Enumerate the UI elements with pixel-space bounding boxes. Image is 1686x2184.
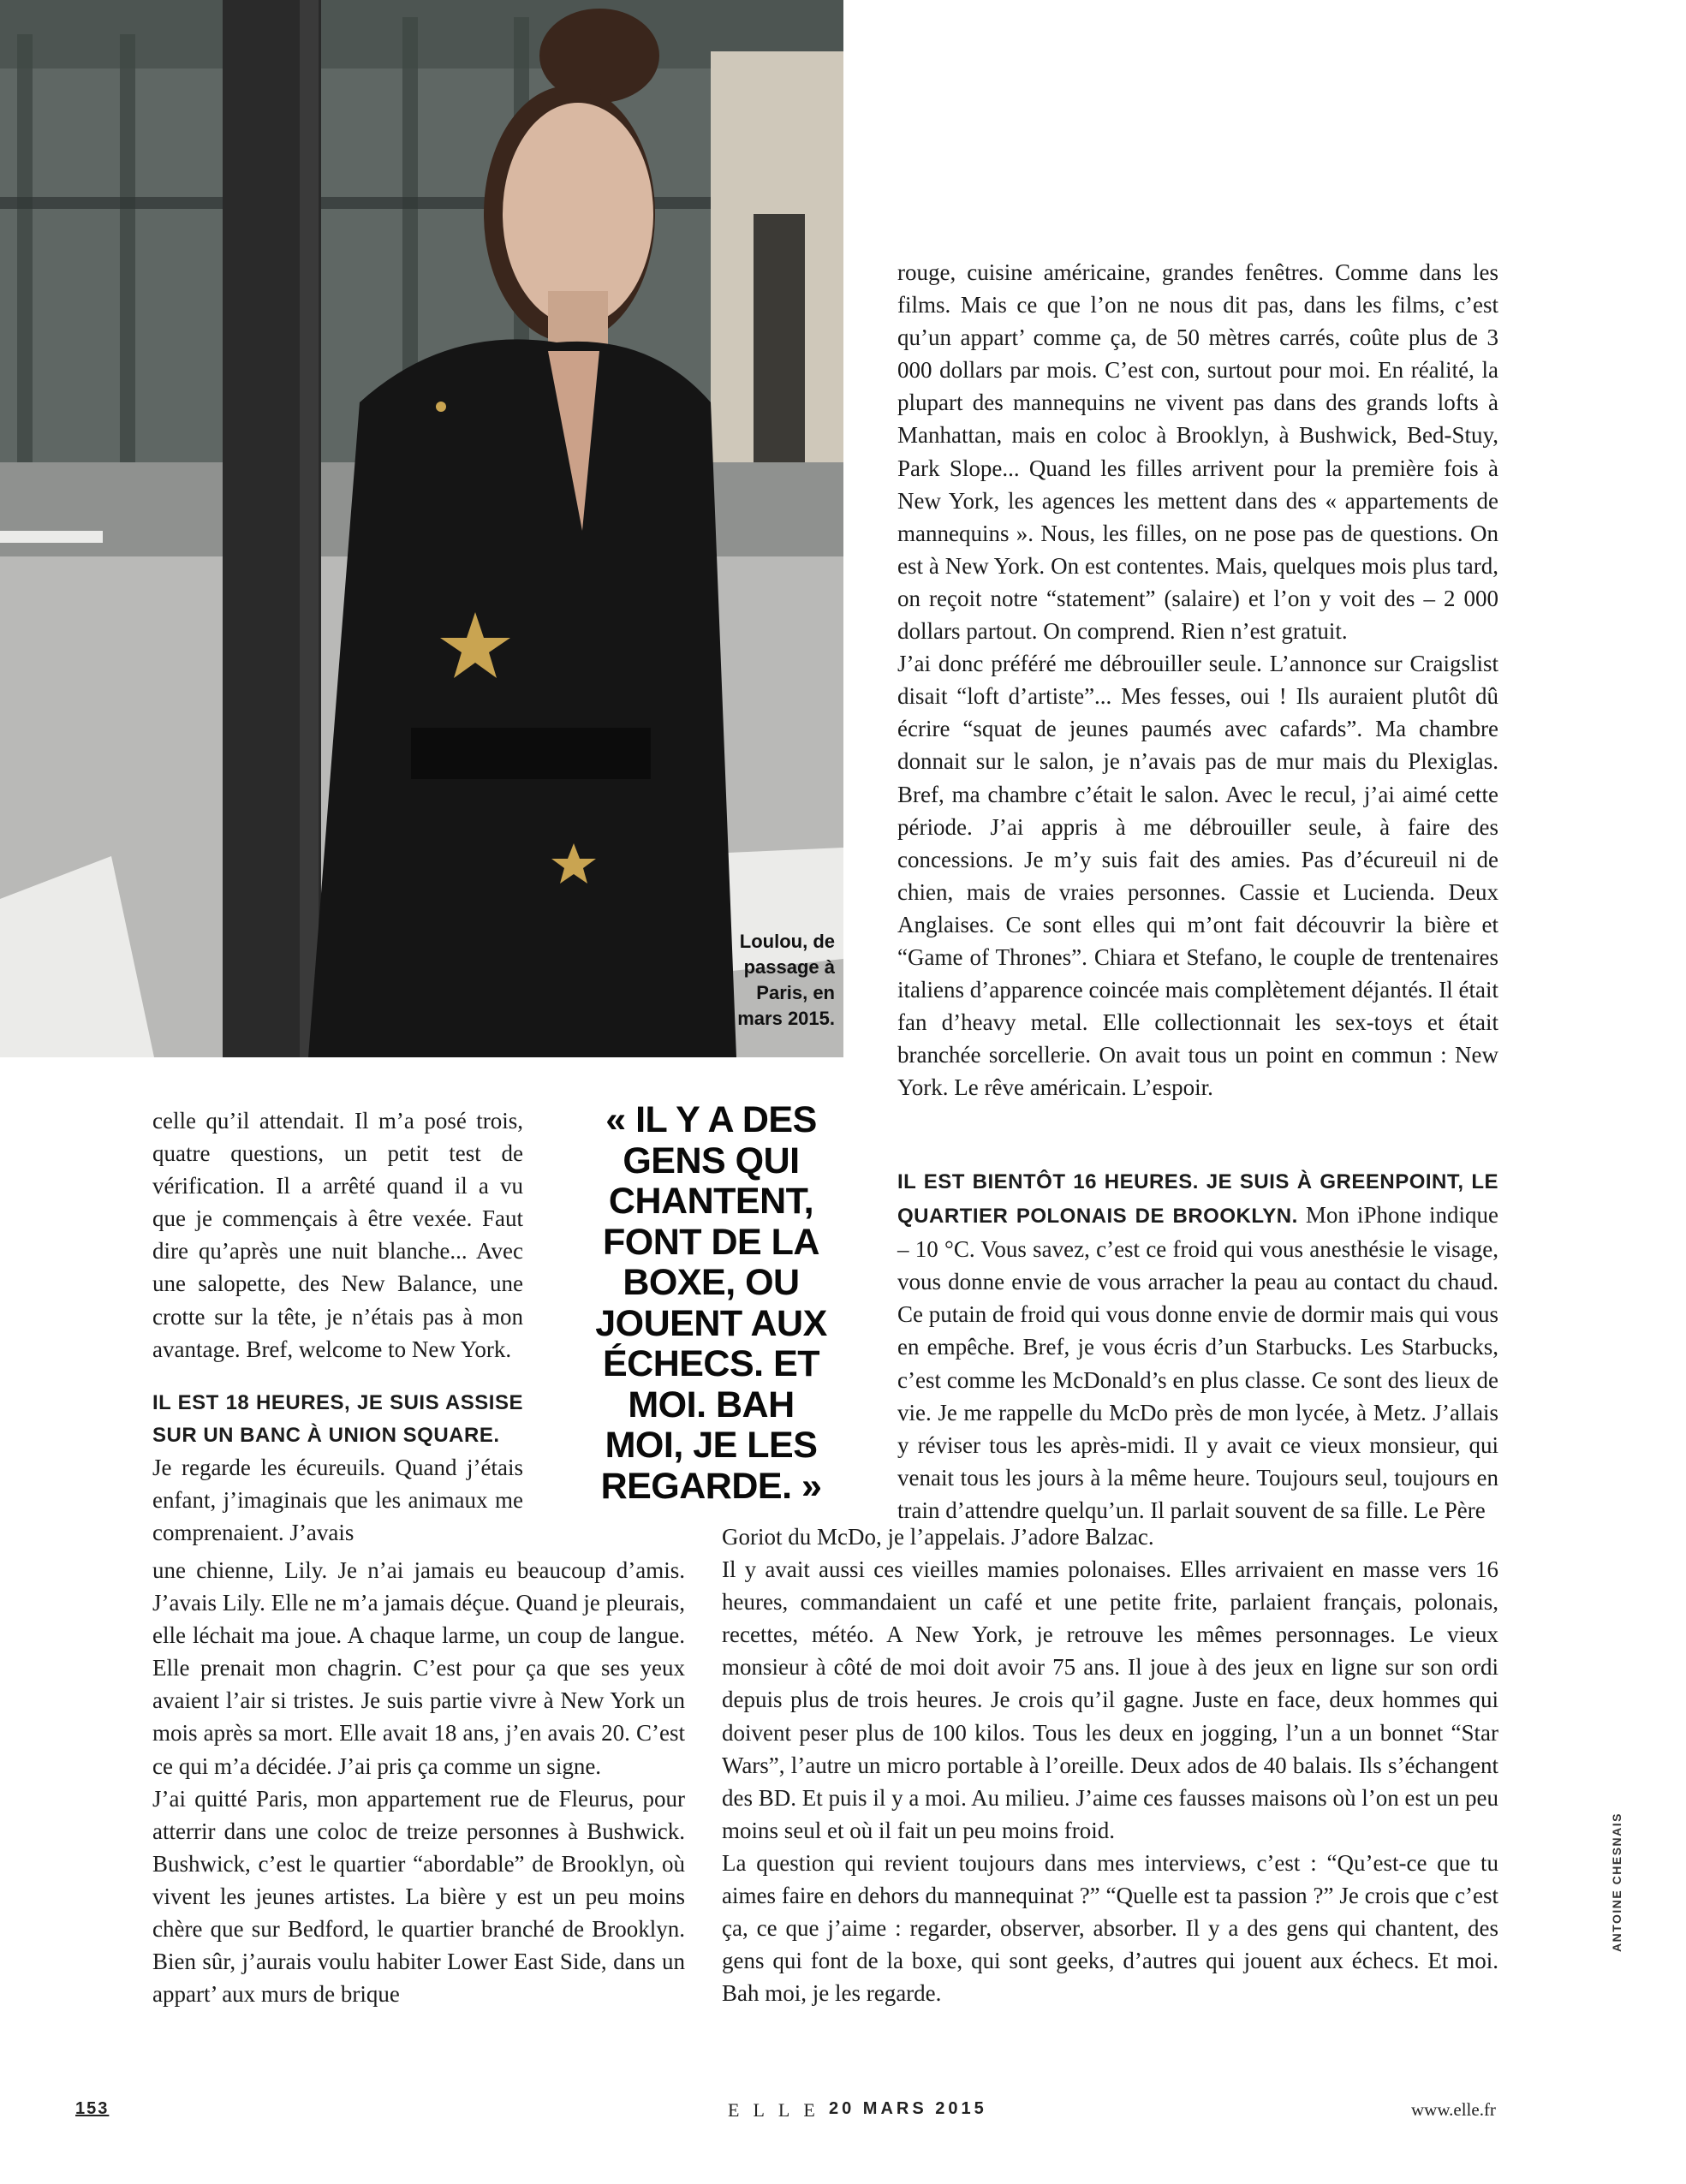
magazine-logo: ELLE (728, 2099, 829, 2121)
paragraph: une chienne, Lily. Je n’ai jamais eu beaucoup d’amis. J’avais Lily. Elle ne m’a jamais déçue. Quand je pleurais, elle léchait ma joue. A chaque larme, un coup de langue. Elle prenait mon chagrin. C’est pour ça que ses yeux avaient l’air si tristes. Je suis partie vivre à New York un mois après sa mort. Elle avait 18 ans, j’en avais 20. C’est ce qui m’a décidée. J’ai pris ça comme un signe. (152, 1557, 685, 1779)
paragraph: rouge, cuisine américaine, grandes fenêtres. Comme dans les films. Mais ce que l’on ne nous dit pas, dans les films, c’est qu’un appart’ comme ça, de 50 mètres carrés, coûte plus de 3 000 dollars par mois. C’est con, surtout pour moi. En réalité, la plupart des mannequins ne vivent pas dans des grands lofts à Manhattan, mais en coloc à Brooklyn, à Bushwick, Bed-Stuy, Park Slope... Quand les filles arrivent pour la première fois à New York, les agences les mettent dans des « appartements de mannequins ». Nous, les filles, on ne pose pas de questions. On est à New York. On est contentes. Mais, quelques mois plus tard, on reçoit notre “statement” (salaire) et l’on y voit des – 2 000 dollars partout. On comprend. Rien n’est gratuit. (897, 259, 1498, 645)
right-lower-column (897, 1164, 1498, 1526)
section (897, 1164, 1498, 1526)
paragraph: celle qu’il attendait. Il m’a posé trois, quatre questions, un petit test de vérification. Il a arrêté quand il a vu que je commençais à être vexée. Faut dire qu’après une nuit blanche... Avec une salopette, des New Balance, une crotte sur la tête, je n’étais pas à mon avantage. Bref, welcome to New York. (152, 1108, 523, 1362)
paragraph: J’ai quitté Paris, mon appartement rue de Fleurus, pour atterrir dans une coloc de treize personnes à Bushwick. Bushwick, c’est le quartier “abordable” de Brooklyn, où vivent les jeunes artistes. La bière y est un peu moins chère que sur Bedford, le quartier branché de Brooklyn. Bien sûr, j’aurais voulu habiter Lower East Side, dans un appart’ aux murs de brique (152, 1785, 685, 2008)
photo-caption: Loulou, de passage à Paris, en mars 2015. (737, 931, 835, 1029)
bottom-wide-column (722, 1520, 1498, 2009)
paragraph: Goriot du McDo, je l’appelais. J’adore Balzac. (722, 1524, 1154, 1550)
left-wide-column (152, 1554, 685, 2010)
pull-quote: « IL Y A DES GENS QUI CHANTENT, FONT DE LA BOXE, OU JOUENT AUX ÉCHECS. ET MOI. BAH MOI, JE LES REGARDE. » (595, 1099, 827, 1507)
right-upper-column (897, 256, 1498, 1104)
paragraph: Mon iPhone indique – 10 °C. Vous savez, c’est ce froid qui vous anesthésie le visage, vous donne envie de vous arracher la peau au contact du chaud. Ce putain de froid qui vous donne envie de dormir mais qui vous en empêche. Bref, je vous écris d’un Starbucks. Les Starbucks, c’est comme les McDonald’s en plus classe. Ce sont des lieux de vie. Je me rappelle du McDo près de mon lycée, à Metz. J’allais y réviser tous les après-midi. Il y avait ce vieux monsieur, qui venait tous les jours à la même heure. Toujours seul, toujours en train d’attendre quelqu’un. Il parlait souvent de sa fille. Le Père (897, 1202, 1498, 1523)
paragraph: La question qui revient toujours dans mes interviews, c’est : “Qu’est-ce que tu aimes faire en dehors du mannequinat ?” “Quelle est ta passion ?” Je crois que c’est ça, ce que j’aime : regarder, observer, absorber. Il y a des gens qui chantent, des gens qui font de la boxe, qui sont geeks, d’autres qui jouent aux échecs. Et moi. Bah moi, je les regarde. (722, 1849, 1498, 2007)
section-heading: IL EST BIENTÔT 16 HEURES. JE SUIS À GREENPOINT, LE QUARTIER POLONAIS DE BROOKLYN. (897, 1170, 1498, 1229)
photo-credit: ANTOINE CHESNAIS (1610, 1812, 1623, 1952)
section-heading: IL EST 18 HEURES, JE SUIS ASSISE SUR UN BANC À UNION SQUARE. (152, 1390, 523, 1447)
paragraph: Il y avait aussi ces vieilles mamies polonaises. Elles arrivaient en masse vers 16 heures, commandaient un café et une petite frite, parlaient français, polonais, recettes, météo. A New York, je retrouve les mêmes personnages. Le vieux monsieur à côté de moi doit avoir 75 ans. Il joue à des jeux en ligne sur son ordi depuis plus de trois heures. Je crois qu’il gagne. Juste en face, deux hommes qui doivent peser plus de 100 kilos. Tous les deux en jogging, l’un a un bonnet “Star Wars”, l’autre un micro portable à l’oreille. Deux ados de 40 balais. Ils s’échangent des BD. Et puis il y a moi. Au milieu. J’aime ces fausses maisons où l’on est un peu moins seul et où il fait un peu moins froid. (722, 1556, 1498, 1843)
issue-date: 20 MARS 2015 (829, 2099, 987, 2118)
model-photo (0, 0, 843, 1057)
photo-illustration (0, 0, 843, 1057)
paragraph: Je regarde les écureuils. Quand j’étais enfant, j’imaginais que les animaux me comprenaient. J’avais (152, 1454, 523, 1545)
left-column (152, 1104, 523, 1549)
website-url: www.elle.fr (1411, 2099, 1496, 2120)
page-number: 153 (75, 2099, 110, 2118)
paragraph: J’ai donc préféré me débrouiller seule. L’annonce sur Craigslist disait “loft d’artiste”... Mes fesses, oui ! Ils auraient plutôt dû écrire “squat de jeunes paumés avec cafards”. Ma chambre donnait sur le salon, je n’avais pas de mur mais du Plexiglas. Bref, ma chambre c’était le salon. Avec le recul, j’ai aimé cette période. J’ai appris à me débrouiller seule, à faire des concessions. Je m’y suis fait des amies. Pas d’écureuil ni de chien, mais de vraies personnes. Cassie et Lucienda. Deux Anglaises. Ce sont elles qui m’ont fait découvrir la bière et “Game of Thrones”. Chiara et Stefano, le couple de trentenaires italiens d’apparence coincée mais complètement déjantés. Il était fan d’heavy metal. Elle collectionnait les sex-toys et était branchée sorcellerie. On avait tous un point en commun : New York. Le rêve américain. L’espoir. (897, 651, 1498, 1101)
